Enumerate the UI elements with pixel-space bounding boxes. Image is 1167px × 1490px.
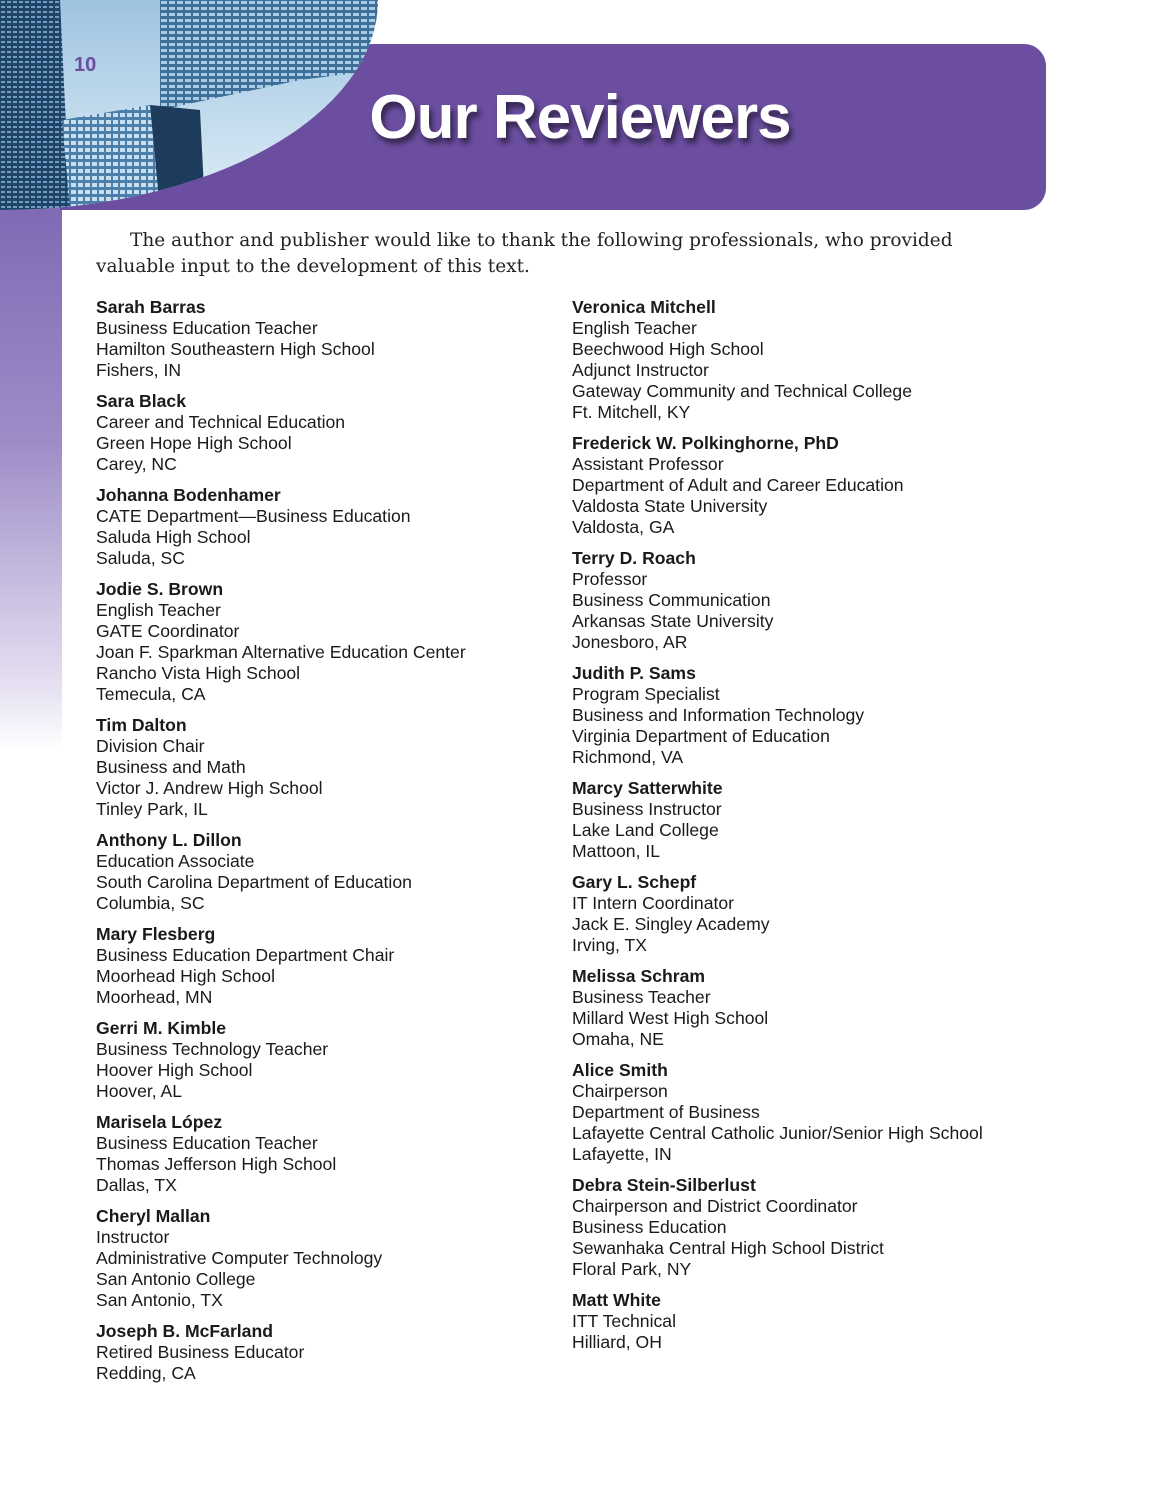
reviewer-detail-line: Gateway Community and Technical College bbox=[572, 381, 912, 401]
reviewer-entry bbox=[96, 485, 566, 569]
reviewer-detail-line: Rancho Vista High School bbox=[96, 663, 301, 683]
reviewer-name: Joseph B. McFarland bbox=[96, 1321, 273, 1341]
reviewer-detail-line: Joan F. Sparkman Alternative Education Center bbox=[96, 642, 466, 662]
reviewer-detail-line: Millard West High School bbox=[572, 1008, 769, 1028]
reviewer-detail-line: Moorhead High School bbox=[96, 966, 275, 986]
reviewer-entry bbox=[96, 1321, 566, 1384]
reviewer-detail-line: Retired Business Educator bbox=[96, 1342, 305, 1362]
reviewer-detail-line: Saluda, SC bbox=[96, 548, 185, 568]
reviewer-detail-line: Mattoon, IL bbox=[572, 841, 661, 861]
reviewer-detail-line: Tinley Park, IL bbox=[96, 799, 208, 819]
reviewer-detail-line: Business Technology Teacher bbox=[96, 1039, 329, 1059]
reviewers-right-column bbox=[572, 297, 1042, 1363]
page-title: Our Reviewers bbox=[369, 83, 791, 152]
reviewer-name: Marcy Satterwhite bbox=[572, 778, 723, 798]
reviewer-detail-line: Business Education Teacher bbox=[96, 1133, 318, 1153]
reviewer-entry bbox=[572, 1290, 1042, 1353]
reviewer-name: Alice Smith bbox=[572, 1060, 668, 1080]
reviewer-detail-line: Omaha, NE bbox=[572, 1029, 664, 1049]
reviewer-entry bbox=[572, 778, 1042, 862]
reviewer-detail-line: Program Specialist bbox=[572, 684, 720, 704]
reviewer-name: Sarah Barras bbox=[96, 297, 206, 317]
reviewer-entry bbox=[572, 1060, 1042, 1165]
reviewer-detail-line: Lafayette, IN bbox=[572, 1144, 672, 1164]
reviewer-name: Mary Flesberg bbox=[96, 924, 216, 944]
reviewer-detail-line: Hamilton Southeastern High School bbox=[96, 339, 375, 359]
reviewer-entry bbox=[96, 1206, 566, 1311]
reviewer-detail-line: San Antonio, TX bbox=[96, 1290, 223, 1310]
reviewer-detail-line: CATE Department—Business Education bbox=[96, 506, 411, 526]
reviewer-detail-line: Victor J. Andrew High School bbox=[96, 778, 323, 798]
reviewer-detail-line: Floral Park, NY bbox=[572, 1259, 692, 1279]
reviewer-entry bbox=[572, 433, 1042, 538]
reviewer-detail-line: Business Communication bbox=[572, 590, 771, 610]
reviewer-detail-line: Business and Math bbox=[96, 757, 246, 777]
reviewer-entry bbox=[96, 924, 566, 1008]
reviewer-name: Judith P. Sams bbox=[572, 663, 696, 683]
reviewer-detail-line: Chairperson and District Coordinator bbox=[572, 1196, 858, 1216]
reviewer-detail-line: Jonesboro, AR bbox=[572, 632, 688, 652]
reviewer-name: Tim Dalton bbox=[96, 715, 187, 735]
reviewer-detail-line: Valdosta State University bbox=[572, 496, 768, 516]
reviewer-name: Frederick W. Polkinghorne, PhD bbox=[572, 433, 839, 453]
reviewer-entry bbox=[96, 830, 566, 914]
reviewer-detail-line: Business Instructor bbox=[572, 799, 722, 819]
reviewer-entry bbox=[572, 966, 1042, 1050]
reviewer-entry bbox=[572, 297, 1042, 423]
reviewer-detail-line: Career and Technical Education bbox=[96, 412, 346, 432]
reviewer-detail-line: Jack E. Singley Academy bbox=[572, 914, 770, 934]
reviewer-detail-line: Division Chair bbox=[96, 736, 205, 756]
reviewer-detail-line: Temecula, CA bbox=[96, 684, 206, 704]
reviewer-entry bbox=[96, 1018, 566, 1102]
reviewer-detail-line: Lafayette Central Catholic Junior/Senior High School bbox=[572, 1123, 983, 1143]
reviewer-name: Anthony L. Dillon bbox=[96, 830, 242, 850]
reviewer-detail-line: Hoover, AL bbox=[96, 1081, 183, 1101]
reviewer-entry bbox=[96, 1112, 566, 1196]
reviewer-detail-line: Irving, TX bbox=[572, 935, 647, 955]
reviewer-detail-line: Business and Information Technology bbox=[572, 705, 865, 725]
reviewer-detail-line: Business Teacher bbox=[572, 987, 711, 1007]
reviewer-detail-line: San Antonio College bbox=[96, 1269, 256, 1289]
reviewer-detail-line: Columbia, SC bbox=[96, 893, 205, 913]
reviewer-detail-line: Redding, CA bbox=[96, 1363, 196, 1383]
reviewer-detail-line: ITT Technical bbox=[572, 1311, 676, 1331]
reviewer-entry bbox=[572, 663, 1042, 768]
reviewer-detail-line: Beechwood High School bbox=[572, 339, 764, 359]
reviewer-detail-line: Chairperson bbox=[572, 1081, 668, 1101]
reviewer-name: Debra Stein-Silberlust bbox=[572, 1175, 756, 1195]
reviewer-detail-line: Virginia Department of Education bbox=[572, 726, 830, 746]
reviewer-detail-line: Adjunct Instructor bbox=[572, 360, 709, 380]
reviewers-left-column bbox=[96, 297, 566, 1394]
reviewer-detail-line: Valdosta, GA bbox=[572, 517, 675, 537]
reviewer-detail-line: Sewanhaka Central High School District bbox=[572, 1238, 884, 1258]
reviewer-entry bbox=[96, 579, 566, 705]
reviewer-detail-line: IT Intern Coordinator bbox=[572, 893, 735, 913]
reviewer-detail-line: Thomas Jefferson High School bbox=[96, 1154, 337, 1174]
reviewer-detail-line: Hoover High School bbox=[96, 1060, 253, 1080]
reviewer-detail-line: Business Education bbox=[572, 1217, 727, 1237]
reviewer-detail-line: Ft. Mitchell, KY bbox=[572, 402, 691, 422]
reviewer-name: Cheryl Mallan bbox=[96, 1206, 211, 1226]
reviewer-detail-line: Dallas, TX bbox=[96, 1175, 177, 1195]
reviewer-entry bbox=[96, 715, 566, 820]
side-gradient-strip bbox=[0, 190, 62, 750]
reviewer-name: Veronica Mitchell bbox=[572, 297, 716, 317]
reviewer-detail-line: English Teacher bbox=[96, 600, 221, 620]
reviewer-name: Sara Black bbox=[96, 391, 186, 411]
reviewer-entry bbox=[572, 872, 1042, 956]
reviewer-name: Melissa Schram bbox=[572, 966, 706, 986]
reviewer-name: Marisela López bbox=[96, 1112, 223, 1132]
reviewer-detail-line: South Carolina Department of Education bbox=[96, 872, 412, 892]
reviewer-detail-line: Moorhead, MN bbox=[96, 987, 213, 1007]
reviewer-detail-line: English Teacher bbox=[572, 318, 697, 338]
reviewer-detail-line: Department of Business bbox=[572, 1102, 760, 1122]
reviewer-name: Matt White bbox=[572, 1290, 661, 1310]
reviewer-detail-line: Administrative Computer Technology bbox=[96, 1248, 383, 1268]
page-number: 10 bbox=[74, 54, 97, 76]
reviewer-detail-line: Department of Adult and Career Education bbox=[572, 475, 904, 495]
reviewer-detail-line: Green Hope High School bbox=[96, 433, 292, 453]
reviewer-detail-line: Carey, NC bbox=[96, 454, 177, 474]
reviewer-detail-line: Business Education Department Chair bbox=[96, 945, 395, 965]
reviewer-detail-line: Hilliard, OH bbox=[572, 1332, 662, 1352]
reviewer-detail-line: Assistant Professor bbox=[572, 454, 724, 474]
reviewer-name: Jodie S. Brown bbox=[96, 579, 224, 599]
reviewer-detail-line: Richmond, VA bbox=[572, 747, 684, 767]
reviewer-name: Terry D. Roach bbox=[572, 548, 696, 568]
reviewer-name: Johanna Bodenhamer bbox=[96, 485, 281, 505]
reviewer-detail-line: Education Associate bbox=[96, 851, 255, 871]
reviewer-detail-line: GATE Coordinator bbox=[96, 621, 240, 641]
reviewer-name: Gary L. Schepf bbox=[572, 872, 697, 892]
reviewer-detail-line: Business Education Teacher bbox=[96, 318, 318, 338]
intro-paragraph: The author and publisher would like to thank the following professionals, who provided valuable input to the development of this text. bbox=[96, 230, 953, 277]
reviewer-entry bbox=[572, 548, 1042, 653]
reviewer-detail-line: Fishers, IN bbox=[96, 360, 182, 380]
reviewer-detail-line: Instructor bbox=[96, 1227, 170, 1247]
reviewer-detail-line: Lake Land College bbox=[572, 820, 719, 840]
reviewer-detail-line: Arkansas State University bbox=[572, 611, 774, 631]
reviewer-entry bbox=[96, 391, 566, 475]
reviewer-name: Gerri M. Kimble bbox=[96, 1018, 227, 1038]
reviewer-entry bbox=[572, 1175, 1042, 1280]
reviewer-detail-line: Professor bbox=[572, 569, 648, 589]
reviewer-entry bbox=[96, 297, 566, 381]
reviewer-detail-line: Saluda High School bbox=[96, 527, 251, 547]
